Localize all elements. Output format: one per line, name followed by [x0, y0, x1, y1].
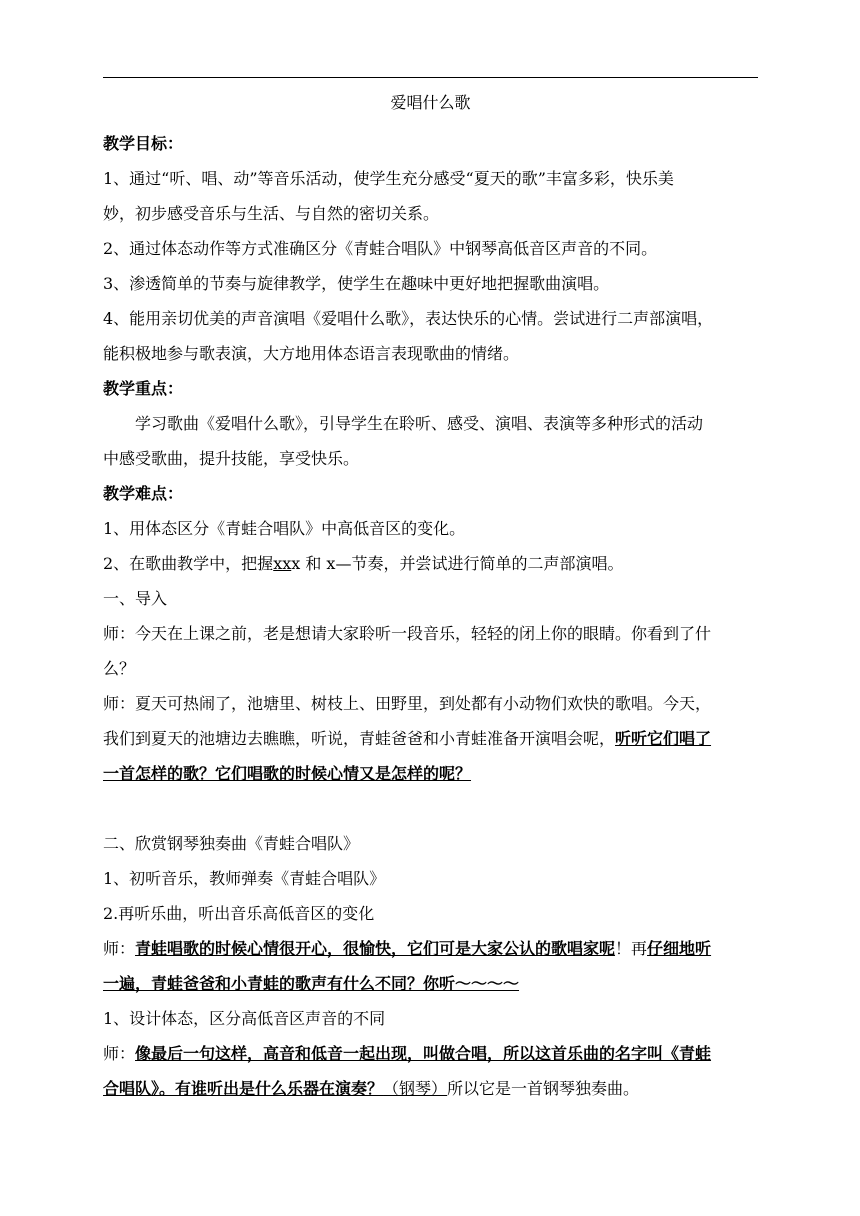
teacher-4-answer: （钢琴） [383, 1079, 448, 1098]
blank-line [103, 791, 758, 826]
teacher-2-emphasis-2: 一首怎样的歌？它们唱歌的时候心情又是怎样的呢？ [103, 764, 472, 783]
teacher-4-emphasis-2: 合唱队》。有谁听出是什么乐器在演奏？ [103, 1079, 384, 1098]
section-2-heading: 二、欣赏钢琴独奏曲《青蛙合唱队》 [103, 834, 360, 853]
teacher-2-plain: 我们到夏天的池塘边去瞧瞧，听说，青蛙爸爸和小青蛙准备开演唱会呢， [103, 729, 616, 748]
teacher-4-emphasis: 像最后一句这样，高音和低音一起出现，叫做合唱，所以这首乐曲的名字叫《青蛙 [135, 1044, 712, 1063]
teacher-3-line-2 [103, 966, 758, 1001]
section-1-heading: 一、导入 [103, 589, 168, 608]
teacher-1-line-1: 师：今天在上课之前，老是想请大家聆听一段音乐，轻轻的闭上你的眼睛。你看到了什 [103, 624, 712, 643]
key-heading: 教学重点： [103, 379, 184, 398]
teacher-4-line-2 [103, 1071, 758, 1106]
difficulty-2-pre: 2、在歌曲教学中，把握 [103, 554, 274, 573]
teacher-2-line-2 [103, 721, 758, 756]
key-line-2: 中感受歌曲，提升技能，享受快乐。 [103, 449, 360, 468]
key-line-1: 学习歌曲《爱唱什么歌》，引导学生在聆听、感受、演唱、表演等多种形式的活动 [135, 414, 704, 433]
teacher-4-pre: 师： [103, 1044, 136, 1063]
section-2-step-3: 1、设计体态，区分高低音区声音的不同 [103, 1009, 386, 1028]
teacher-3-pre: 师： [103, 939, 136, 958]
difficulty-2 [103, 546, 758, 581]
teacher-2-line-1: 师：夏天可热闹了，池塘里、树枝上、田野里，到处都有小动物们欢快的歌唱。今天， [103, 694, 712, 713]
document-body [103, 126, 758, 1106]
section-2-step-2: 2.再听乐曲，听出音乐高低音区的变化 [103, 904, 375, 923]
difficulty-heading: 教学难点： [103, 484, 184, 503]
goal-4-line-1: 4、能用亲切优美的声音演唱《爱唱什么歌》，表达快乐的心情。尝试进行二声部演唱， [103, 309, 714, 328]
teacher-3-mid: ！再 [615, 939, 648, 958]
teacher-3-emphasis-2: 仔细地听 [647, 939, 712, 958]
goal-4-line-2: 能积极地参与歌表演，大方地用体态语言表现歌曲的情绪。 [103, 344, 520, 363]
teacher-3-line-1 [103, 931, 758, 966]
goal-3: 3、渗透简单的节奏与旋律教学，使学生在趣味中更好地把握歌曲演唱。 [103, 274, 610, 293]
teacher-4-post: 所以它是一首钢琴独奏曲。 [447, 1079, 640, 1098]
header-rule [103, 77, 758, 78]
goal-1-line-2: 妙，初步感受音乐与生活、与自然的密切关系。 [103, 204, 440, 223]
difficulty-2-post: x 和 x—节奏，并尝试进行简单的二声部演唱。 [291, 554, 624, 573]
teacher-2-line-3 [103, 756, 758, 791]
section-2-step-1: 1、初听音乐，教师弹奏《青蛙合唱队》 [103, 869, 386, 888]
rhythm-underlined: xx [273, 554, 292, 573]
teacher-3-emphasis-3: 一遍，青蛙爸爸和小青蛙的歌声有什么不同？你听～～～～ [103, 974, 520, 993]
teacher-2-emphasis: 听听它们唱了 [615, 729, 712, 748]
teacher-1-line-2: 么？ [103, 659, 136, 678]
goals-heading: 教学目标： [103, 134, 184, 153]
difficulty-1: 1、用体态区分《青蛙合唱队》中高低音区的变化。 [103, 519, 466, 538]
teacher-3-emphasis: 青蛙唱歌的时候心情很开心，很愉快，它们可是大家公认的歌唱家呢 [135, 939, 616, 958]
teacher-4-line-1 [103, 1036, 758, 1071]
document-title: 爱唱什么歌 [390, 93, 471, 112]
goal-1-line-1: 1、通过“听、唱、动”等音乐活动，使学生充分感受“夏天的歌”丰富多彩，快乐美 [103, 169, 674, 188]
goal-2: 2、通过体态动作等方式准确区分《青蛙合唱队》中钢琴高低音区声音的不同。 [103, 239, 658, 258]
